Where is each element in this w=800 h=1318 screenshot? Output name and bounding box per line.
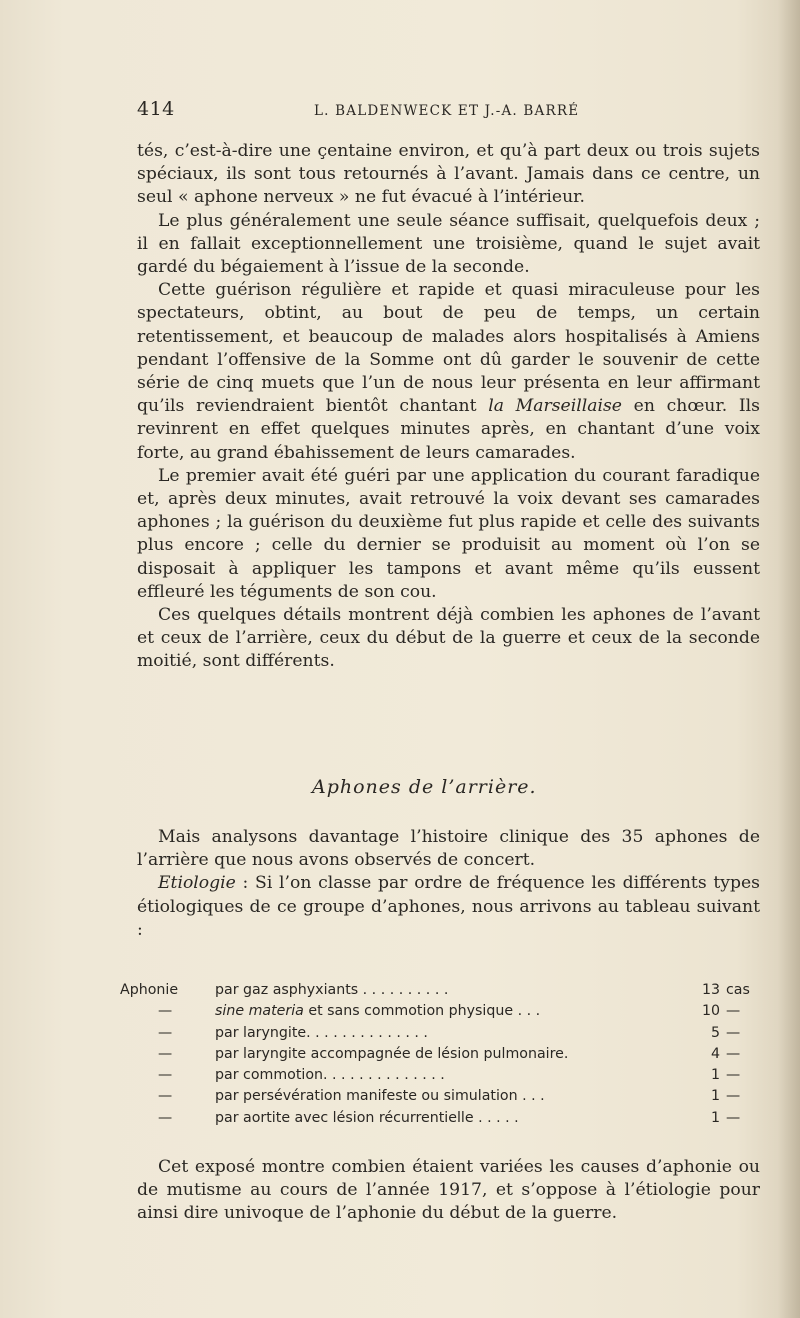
paragraph-text: : Si l’on classe par ordre de fréquence les différents types étiologiques de ce groupe d’aphones, nous arrivons au tableau suivant :	[137, 873, 760, 940]
row-label: —	[158, 1045, 173, 1062]
paragraph-continued: tés, c’est-à-dire une çentaine environ, et qu’à part deux ou trois sujets spéciaux, ils sont tous retournés à l’avant. Jamais dans ce centre, un seul « aphone nerveux » ne fut évacué à l’intérieur.	[137, 141, 760, 208]
running-head: L. BALDENWECK ET J.-A. BARRÉ	[314, 103, 580, 119]
paragraph-text: Cette guérison régulière et rapide et quasi miraculeuse pour les spectateurs, obtint, au bout de peu de temps, un certain retentissement, et beaucoup de malades alors hospitalisés à Amiens pendant l’offensive de la Somme ont dû garder le souvenir de cette série de cinq muets que l’un de nous leur présenta en leur affirmant qu’ils reviendraient bientôt chantant	[137, 280, 760, 417]
row-description: par laryngite. . . . . . . . . . . . . .	[215, 1024, 428, 1041]
row-unit: —	[726, 1088, 741, 1105]
row-label: —	[158, 1024, 173, 1041]
page-number: 414	[137, 98, 175, 120]
row-unit: —	[726, 1003, 741, 1020]
row-description-italic: sine materia	[215, 1003, 304, 1020]
row-description: par persévération manifeste ou simulation . . .	[215, 1088, 545, 1105]
row-count: 5	[710, 1024, 720, 1041]
row-description: par laryngite accompagnée de lésion pulmonaire.	[215, 1045, 569, 1062]
section-heading: Aphones de l’arrière.	[312, 776, 537, 798]
table-row	[120, 1086, 760, 1107]
song-title: la Marseillaise	[488, 396, 622, 417]
row-count: 1	[710, 1109, 720, 1126]
row-count: 1	[710, 1067, 720, 1084]
etiology-label: Etiologie	[158, 873, 236, 894]
paragraph: Cet exposé montre combien étaient variées les causes d’aphonie ou de mutisme au cours de l’année 1917, et s’oppose à l’étiologie pour ainsi dire univoque de l’aphonie du début de la guerre.	[137, 1157, 760, 1224]
row-unit: cas	[726, 982, 750, 998]
row-count: 1	[710, 1088, 720, 1105]
row-unit: —	[726, 1109, 741, 1126]
row-label: —	[158, 1088, 173, 1105]
row-description: par commotion. . . . . . . . . . . . . .	[215, 1067, 445, 1084]
paragraph: Le premier avait été guéri par une application du courant faradique et, après deux minutes, avait retrouvé la voix devant ses camarades aphones ; la guérison du deuxième fut plus rapide et celle des suivants plus encore ; celle du dernier se produisit au moment où l’on se disposait à appliquer les tampons et avant même qu’ils eussent effleuré les téguments de son cou.	[137, 465, 760, 602]
paragraph: Ces quelques détails montrent déjà combien les aphones de l’avant et ceux de l’arrière, ceux du début de la guerre et ceux de la seconde moitié, sont différents.	[137, 605, 760, 672]
table-row	[120, 1023, 760, 1044]
row-description	[215, 1001, 540, 1022]
paragraph	[137, 872, 760, 942]
row-unit: —	[726, 1067, 741, 1084]
body-text	[137, 140, 760, 674]
row-count: 4	[710, 1045, 720, 1062]
page-edge-shadow	[778, 0, 800, 1318]
table-row	[120, 1108, 760, 1129]
row-label: —	[158, 1003, 173, 1020]
row-count: 13	[702, 982, 721, 998]
row-description: par aortite avec lésion récurrentielle . . . . .	[215, 1109, 519, 1126]
paragraph: Mais analysons davantage l’histoire clinique des 35 aphones de l’arrière que nous avons observés de concert.	[137, 827, 760, 871]
paragraph-text: en chœur. Ils revinrent en effet quelques minutes après, en chantant d’une voix forte, au grand ébahissement de leurs camarades.	[137, 396, 760, 463]
body-text-section	[137, 826, 760, 942]
row-label: —	[158, 1067, 173, 1084]
table-row	[120, 980, 760, 1001]
table-row	[120, 1001, 760, 1022]
paragraph: Le plus généralement une seule séance suffisait, quelquefois deux ; il en fallait exceptionnellement une troisième, quand le sujet avait gardé du bégaiement à l’issue de la seconde.	[137, 210, 760, 278]
row-description: par gaz asphyxiants . . . . . . . . . .	[215, 982, 449, 998]
row-label: —	[158, 1109, 173, 1126]
row-unit: —	[726, 1024, 741, 1041]
body-text-closing	[137, 1156, 760, 1226]
row-description-text: et sans commotion physique . . .	[303, 1003, 541, 1020]
etiology-table	[120, 980, 760, 1129]
table-row	[120, 1044, 760, 1065]
row-label: Aphonie	[120, 982, 179, 998]
table-row	[120, 1065, 760, 1086]
row-count: 10	[702, 1003, 721, 1020]
paragraph	[137, 279, 760, 465]
page-header	[137, 98, 757, 128]
row-unit: —	[726, 1045, 741, 1062]
